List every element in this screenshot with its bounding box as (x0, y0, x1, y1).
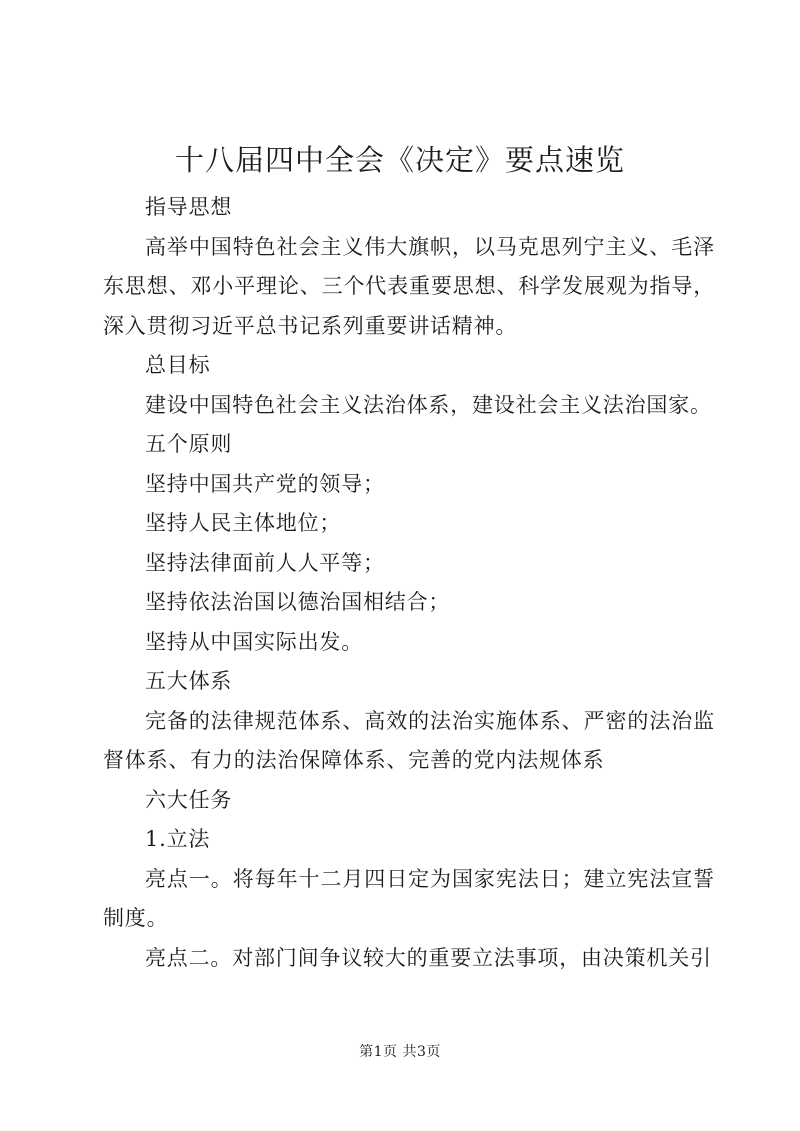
document-body (103, 188, 715, 978)
document-title: 十八届四中全会《决定》要点速览 (174, 143, 625, 177)
heading-guiding-ideology: 指导思想 (145, 195, 233, 219)
paragraph-highlight-one: 亮点一。将每年十二月四日定为国家宪法日；建立宪法宣誓制度。 (103, 866, 715, 930)
principle-item: 坚持从中国实际出发。 (145, 629, 363, 654)
principle-item: 坚持法律面前人人平等； (145, 550, 385, 575)
heading-five-principles: 五个原则 (145, 432, 233, 456)
heading-overall-goal: 总目标 (145, 353, 211, 377)
page-footer: 第1页 共3页 (359, 1044, 441, 1060)
principle-item: 坚持依法治国以德治国相结合； (145, 590, 451, 614)
subheading-legislation: 1.立法 (145, 827, 211, 851)
paragraph-guiding-ideology: 高举中国特色社会主义伟大旗帜，以马克思列宁主义、毛泽东思想、邓小平理论、三个代表重要思想、科学发展观为指导，深入贯彻习近平总书记系列重要讲话精神。 (103, 234, 715, 338)
principle-item: 坚持中国共产党的领导； (145, 471, 385, 496)
heading-six-tasks: 六大任务 (145, 787, 233, 812)
heading-five-systems: 五大体系 (145, 669, 233, 693)
paragraph-overall-goal: 建设中国特色社会主义法治体系，建设社会主义法治国家。 (145, 392, 712, 417)
paragraph-highlight-two: 亮点二。对部门间争议较大的重要立法事项，由决策机关引 (145, 945, 712, 970)
principle-item: 坚持人民主体地位； (145, 511, 342, 535)
paragraph-five-systems: 完备的法律规范体系、高效的法治实施体系、严密的法治监督体系、有力的法治保障体系、完善的党内法规体系 (103, 708, 715, 772)
